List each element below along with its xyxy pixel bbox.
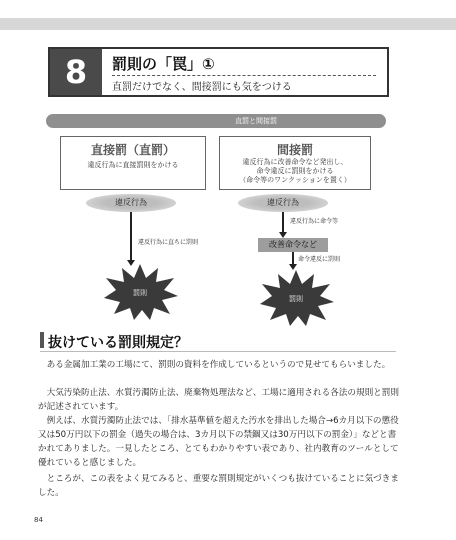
chapter-header — [48, 47, 389, 97]
indirect-desc-line-2: 命令違反に罰則をかける — [256, 167, 334, 175]
indirect-arrow-line-1 — [282, 212, 284, 234]
top-gray-bar — [0, 18, 456, 30]
direct-arrow-note: 違反行為に直ちに罰則 — [138, 239, 199, 246]
diagram-band — [46, 114, 386, 128]
direct-penalty-description: 違反行為に直接罰則をかける — [87, 161, 179, 169]
indirect-penalty-box — [219, 136, 371, 190]
indirect-violation-node: 違反行為 — [238, 194, 328, 212]
paragraph-3: 例えば、水質汚濁防止法では、「排水基準値を超えた汚水を排出した場合→6カ月以下の懲役又は50万円以下の罰金（過失の場合は、3カ月以下の禁錮又は30万円以下の罰金）」などと書かれてありました。一見したところ、とてもわかりやすい表であり、社内教育のツールとして優れていると感じました。 — [38, 416, 399, 468]
section-heading: 抜けている罰則規定？ — [48, 335, 188, 351]
chapter-title-rule — [112, 75, 376, 76]
indirect-desc-line-3: （命令等のワンクッションを置く） — [239, 176, 351, 184]
direct-penalty-box — [60, 136, 206, 190]
indirect-arrow-note-2: 命令違反に罰則 — [298, 256, 341, 263]
direct-penalty-title: 直接罰（直罰） — [90, 143, 175, 157]
chapter-subtitle: 直罰だけでなく、間接罰にも気をつける — [112, 82, 292, 93]
paragraph-1: ある金属加工業の工場にて、罰則の資料を作成しているというので見せてもらいました。 — [38, 360, 391, 370]
indirect-desc-line-1: 違反行為に改善命令など発出し、 — [242, 158, 348, 166]
direct-violation-node: 違反行為 — [86, 194, 176, 212]
paragraph-4: ところが、この表をよく見てみると、重要な罰則規定がいくつも抜けていることに気づきました。 — [38, 474, 399, 498]
diagram-band-label: 直罰と間接罰 — [235, 117, 277, 125]
direct-penalty-result: 罰則 — [133, 289, 147, 297]
paragraph-2: 大気汚染防止法、水質汚濁防止法、廃棄物処理法など、工場に適用される各法の規則と罰則が記述されています。 — [38, 388, 399, 412]
indirect-penalty-title: 間接罰 — [276, 143, 313, 157]
page-number: 84 — [34, 516, 43, 524]
indirect-penalty-result: 罰則 — [289, 295, 303, 303]
chapter-number: 8 — [50, 49, 102, 95]
improvement-order-node: 改善命令など — [258, 238, 328, 252]
indirect-arrow-note-1: 違反行為に命令等 — [290, 218, 339, 225]
indirect-penalty-description — [220, 158, 370, 185]
section-underline — [40, 351, 396, 352]
section-marker — [40, 332, 44, 348]
direct-arrow-line — [130, 212, 132, 262]
chapter-title: 罰則の「罠」① — [112, 55, 215, 73]
